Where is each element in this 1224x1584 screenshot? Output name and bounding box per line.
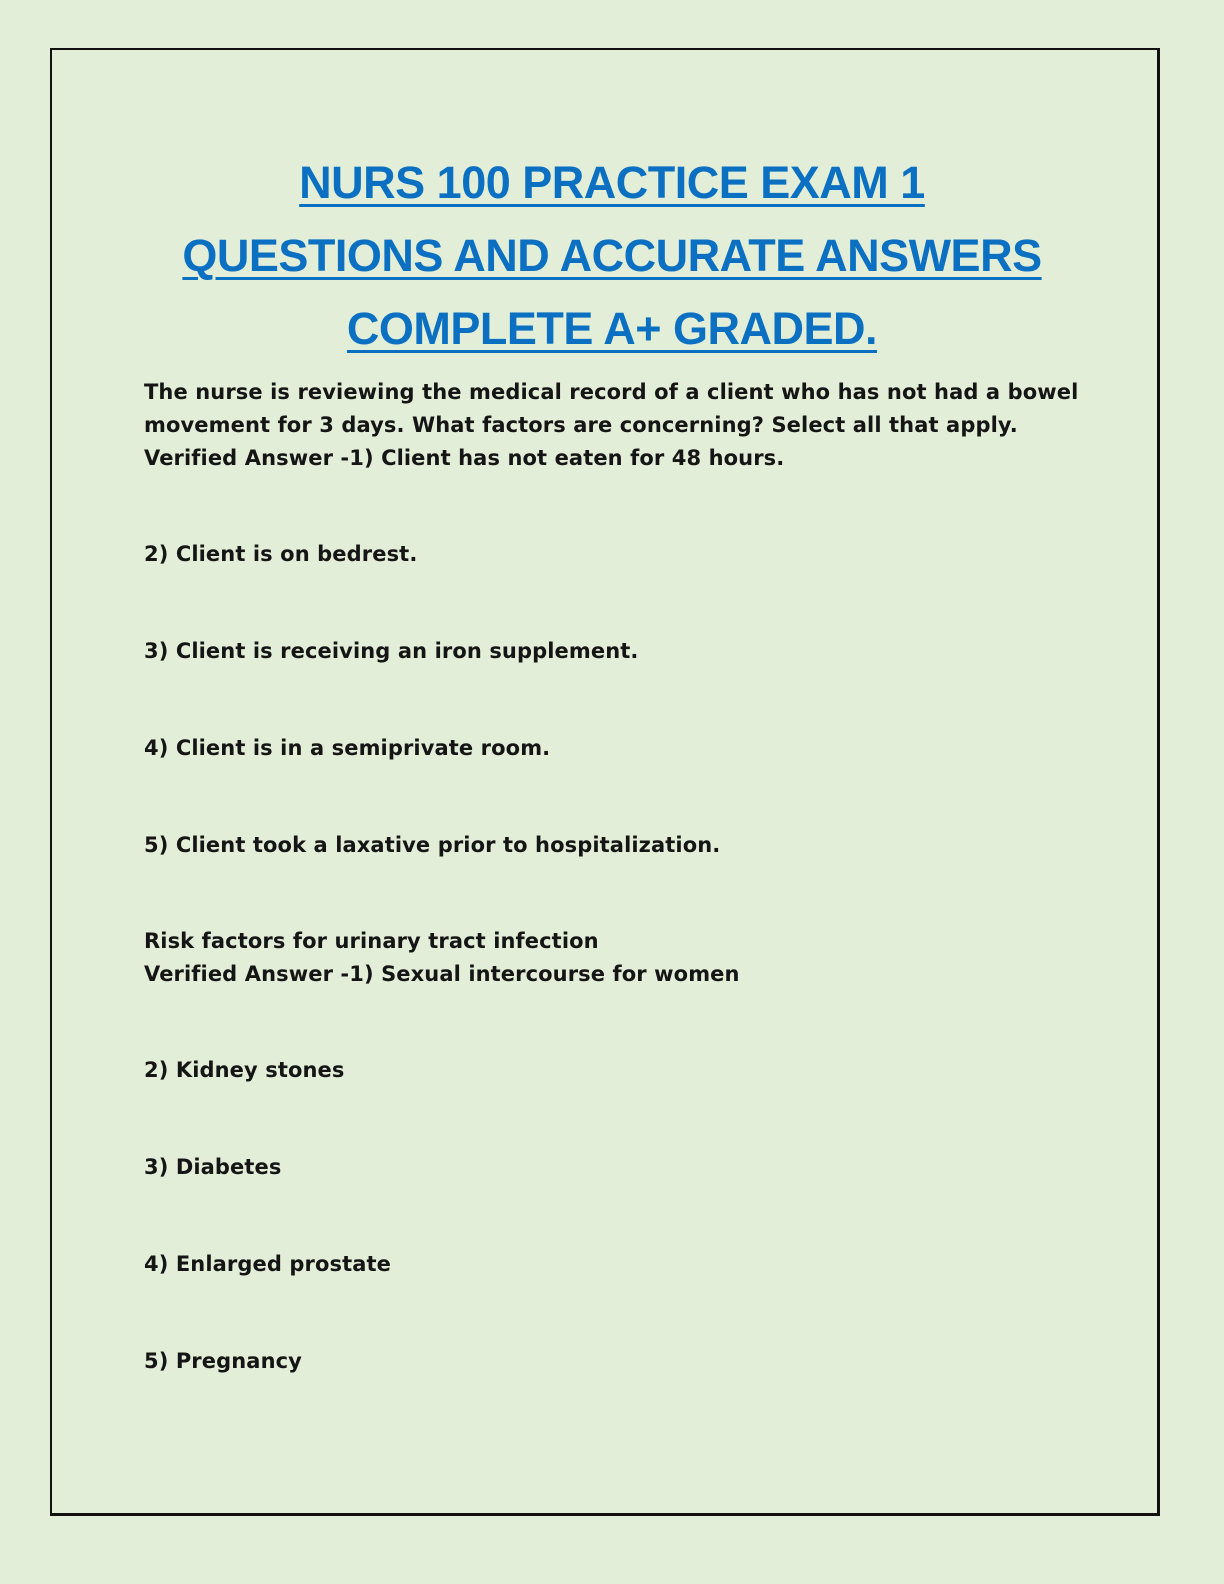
document-title	[0, 146, 1224, 365]
question-2-option-2: 2) Kidney stones	[144, 1058, 345, 1082]
question-2-option-5: 5) Pregnancy	[144, 1349, 302, 1373]
question-1-option-4: 4) Client is in a semiprivate room.	[144, 736, 551, 760]
title-line-3: COMPLETE A+ GRADED.	[346, 303, 878, 354]
question-2-answer: Verified Answer -1) Sexual intercourse for women	[144, 962, 740, 986]
title-line-2: QUESTIONS AND ACCURATE ANSWERS	[182, 230, 1042, 281]
question-1-line-2: movement for 3 days. What factors are concerning? Select all that apply.	[144, 413, 1018, 437]
question-1-line-1: The nurse is reviewing the medical record of a client who has not had a bowel	[144, 380, 1079, 404]
question-1-answer: Verified Answer -1) Client has not eaten for 48 hours.	[144, 446, 785, 470]
question-1-option-5: 5) Client took a laxative prior to hospitalization.	[144, 833, 721, 857]
question-2-option-3: 3) Diabetes	[144, 1155, 282, 1179]
question-2-option-4: 4) Enlarged prostate	[144, 1252, 391, 1276]
question-1-option-2: 2) Client is on bedrest.	[144, 542, 418, 566]
question-2-text: Risk factors for urinary tract infection	[144, 929, 599, 953]
title-line-1: NURS 100 PRACTICE EXAM 1	[299, 157, 925, 208]
question-1-option-3: 3) Client is receiving an iron supplement.	[144, 639, 639, 663]
